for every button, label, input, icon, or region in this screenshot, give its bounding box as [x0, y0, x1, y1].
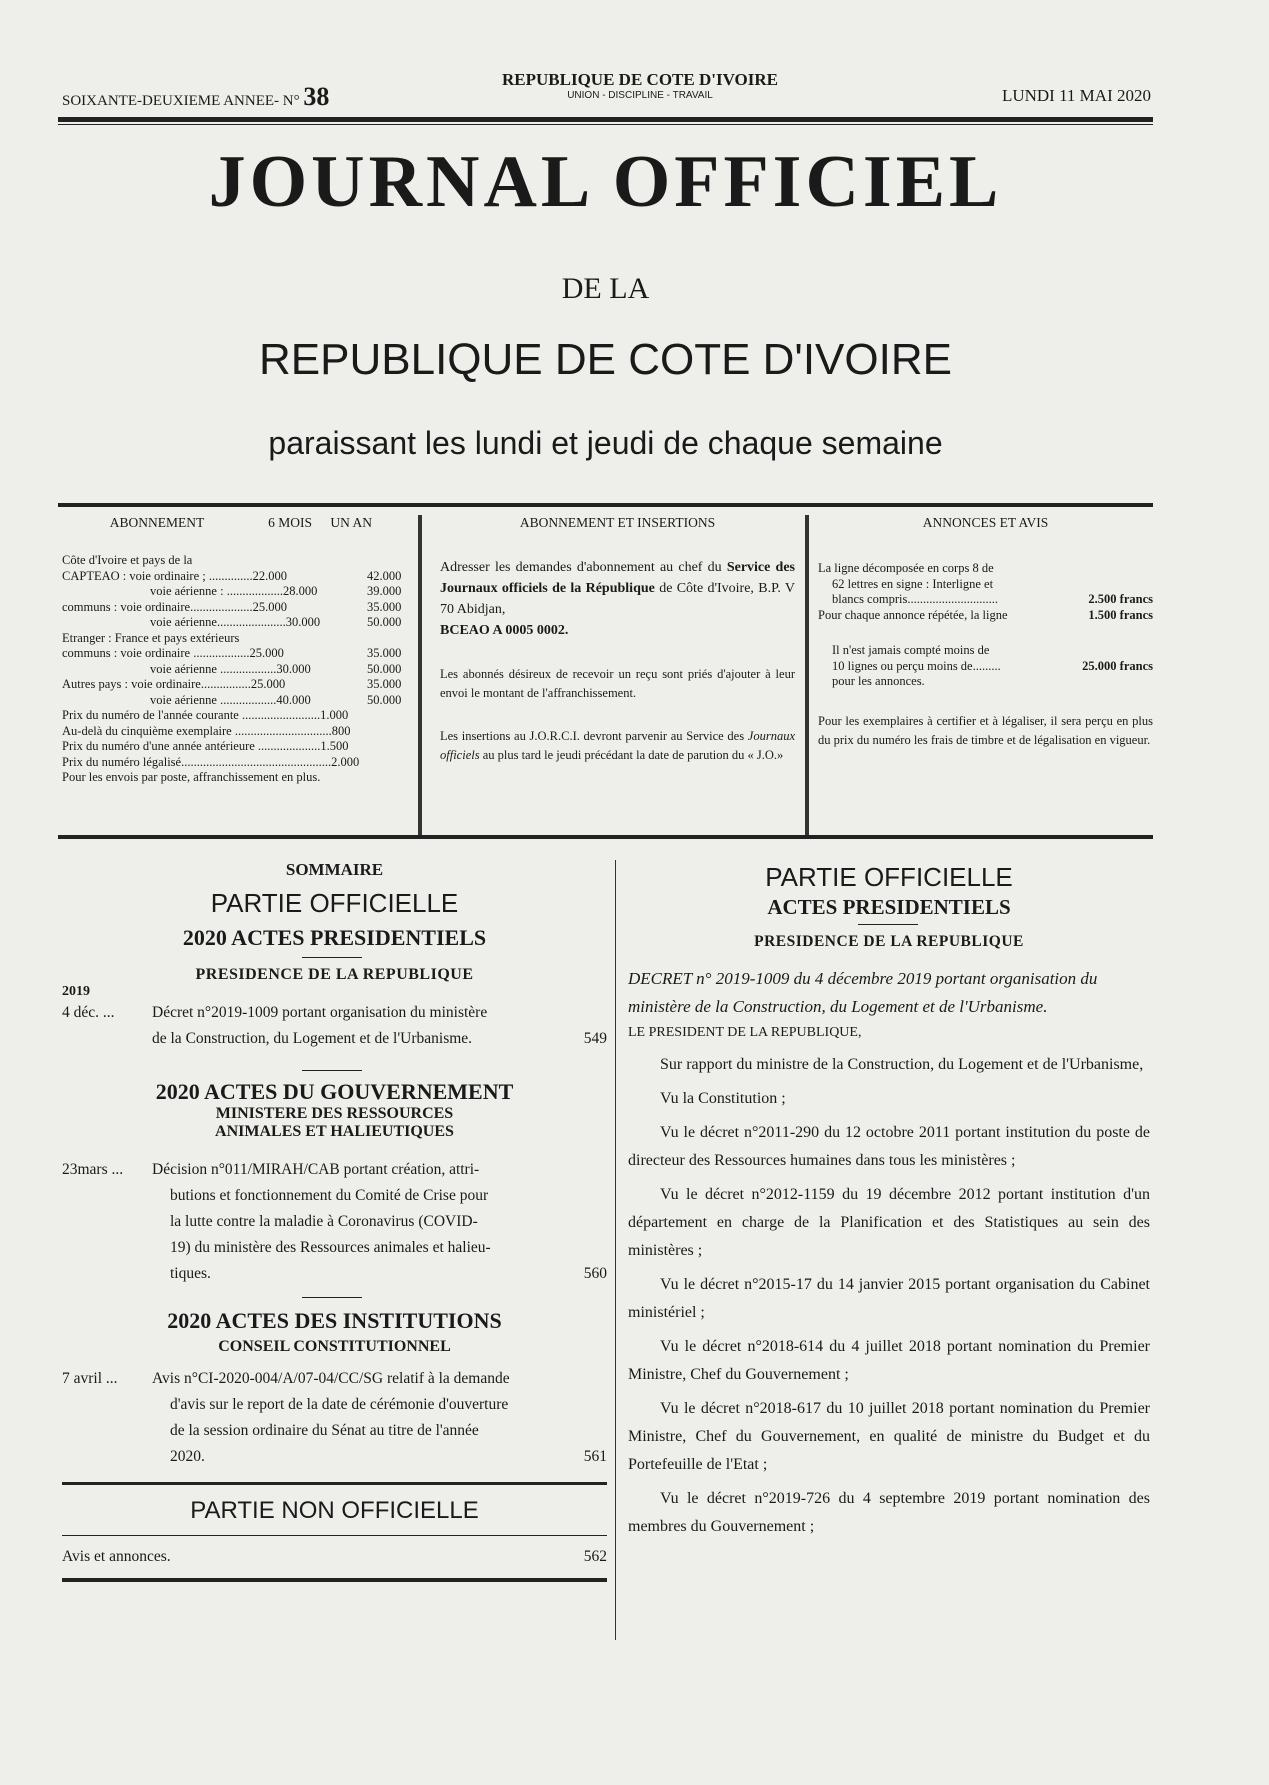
summary-s1: 2020 ACTES PRESIDENTIELS [182, 925, 487, 950]
de-la: DE LA [561, 272, 650, 305]
summary-head: SOMMAIRE [285, 860, 384, 879]
summary-s3: 2020 ACTES DES INSTITUTIONS [167, 1308, 502, 1333]
subscription-row-year: 39.000 [367, 584, 402, 598]
subscription-row-year: 42.000 [367, 568, 402, 583]
box-divider-1 [418, 515, 422, 835]
toc-entry-2-line: tiques. [170, 1265, 211, 1282]
part2-mid-rule [62, 1535, 607, 1536]
summary-column [62, 860, 607, 1582]
toc-entry-2-line: 19) du ministère des Ressources animales et halieu- [170, 1239, 491, 1256]
subscription-row [62, 615, 412, 631]
subscription-price-line: Au-delà du cinquième exemplaire ...............................800 [62, 723, 351, 738]
country-title: REPUBLIQUE DE COTE D'IVOIRE [259, 335, 952, 384]
toc-entry-1-line-2: de la Construction, du Logement et de l'Urbanisme. [152, 1030, 473, 1047]
ads-line-2: 62 lettres en signe : Interligne et [832, 576, 994, 591]
inserts-box [440, 515, 795, 765]
summary-bottom-rule [62, 1578, 607, 1582]
ads-line-3: blancs compris............................. [832, 592, 998, 606]
toc-entry-3-text [152, 1366, 575, 1470]
subscription-price-line: Pour les envois par poste, affranchissement en plus. [62, 770, 321, 784]
decree-presidence: PRESIDENCE DE LA REPUBLIQUE [754, 933, 1024, 950]
toc-entry-3-line: d'avis sur le report de la date de cérémonie d'ouverture [170, 1396, 509, 1413]
inserts-paragraph-2: Les abonnés désireux de recevoir un reçu sont priés d'ajouter à leur envoi le montant de l'affranchissement. [440, 667, 795, 700]
ads-row-4 [818, 608, 1153, 624]
toc-entry-1 [62, 1000, 607, 1052]
inserts-p1-mid: de Côte d'Ivoire, B.P. V 70 Abidjan, [440, 581, 795, 617]
box-bottom-rule [58, 835, 1153, 839]
toc-entry-1-text [152, 1000, 575, 1052]
subscription-box [62, 515, 412, 786]
decree-paragraph: Vu la Constitution ; [660, 1090, 786, 1107]
column-divider [615, 860, 616, 1640]
toc-entry-3-date: 7 avril ... [62, 1370, 118, 1387]
decree-paragraph: Vu le décret n°2018-614 du 4 juillet 2018 portant nomination du Premier Ministre, Chef du Gouvernement ; [628, 1338, 1150, 1383]
toc-entry-4-text: Avis et annonces. [62, 1548, 171, 1565]
subscription-intro: Côte d'Ivoire et pays de la [62, 553, 193, 567]
summary-part: PARTIE OFFICIELLE [210, 888, 459, 918]
toc-entry-2-page: 560 [583, 1265, 607, 1282]
ads-line-6: 10 lignes ou perçu moins de......... [832, 658, 1001, 673]
issue-date: LUNDI 11 MAI 2020 [1001, 86, 1151, 105]
inserts-p3-italic: Journaux officiels [440, 729, 795, 762]
summary-s3-sub: CONSEIL CONSTITUTIONNEL [218, 1338, 451, 1355]
subscription-row-label: CAPTEAO : voie ordinaire ; ..............22.000 [62, 568, 287, 583]
toc-entry-1-line-1: Décret n°2019-1009 portant organisation du ministère [152, 1004, 488, 1021]
toc-entry-1-date: 4 déc. ... [62, 1004, 115, 1021]
subscription-row-year [367, 631, 412, 647]
decree-part: PARTIE OFFICIELLE [765, 862, 1013, 892]
subscription-row-label: voie aérienne : ..................28.000 [150, 584, 318, 598]
volume-line [62, 82, 329, 112]
ads-line-8: Pour les exemplaires à certifier et à légaliser, il sera perçu en plus du prix du numéro les frais de timbre et de légalisation en vigueur. [818, 713, 1153, 747]
decree-paragraph: Vu le décret n°2012-1159 du 19 décembre 2012 portant institution d'un département en charge de la Planification et des Statistiques au sein des ministères ; [628, 1186, 1150, 1259]
toc-entry-4-page: 562 [583, 1548, 607, 1565]
ads-line-7: pour les annonces. [832, 674, 925, 688]
header-rule [58, 117, 1153, 122]
ads-price-6: 25.000 francs [1082, 658, 1153, 673]
toc-entry-4 [62, 1544, 607, 1570]
subscription-row-label: voie aérienne ..................40.000 [150, 692, 311, 707]
subscription-row-year: 35.000 [367, 646, 402, 660]
part2-top-rule [62, 1482, 607, 1485]
summary-s2-sub1: MINISTERE DES RESSOURCES [215, 1105, 454, 1122]
ads-line-5: Il n'est jamais compté moins de [832, 643, 990, 657]
s2-divider [302, 1070, 362, 1071]
toc-entry-3-page: 561 [583, 1448, 607, 1465]
subscription-row [62, 662, 412, 678]
header-rule-thin [58, 124, 1153, 125]
ads-line-4: Pour chaque annonce répétée, la ligne [818, 607, 1008, 622]
s1-divider [302, 957, 362, 958]
inserts-head: ABONNEMENT ET INSERTIONS [519, 515, 716, 530]
toc-entry-2-text [152, 1157, 575, 1287]
subscription-row-year: 50.000 [367, 661, 402, 676]
subscription-row [62, 631, 412, 647]
inserts-p1-bold: Service des Journaux officiels de la République [440, 560, 795, 596]
col-6-months: 6 MOIS [268, 515, 312, 530]
ads-box [818, 515, 1153, 750]
volume-label: SOIXANTE-DEUXIEME ANNEE- N° [62, 93, 300, 109]
decree-paragraph: Vu le décret n°2019-726 du 4 septembre 2019 portant nomination des membres du Gouvernement ; [628, 1490, 1150, 1535]
decree-paragraph: Vu le décret n°2018-617 du 10 juillet 2018 portant nomination du Premier Ministre, Chef du Gouvernement, en qualité de ministre du Budget et du Portefeuille de l'Etat ; [628, 1400, 1150, 1473]
summary-part2: PARTIE NON OFFICIELLE [190, 1497, 479, 1524]
subscription-row-label: communs : voie ordinaire ..................25.000 [62, 646, 284, 660]
subscription-row [62, 693, 412, 709]
decree-paragraph: Vu le décret n°2015-17 du 14 janvier 2015 portant organisation du Cabinet ministériel ; [628, 1276, 1150, 1321]
decree-column [628, 862, 1150, 1547]
subscription-row [62, 600, 412, 616]
decree-paragraph: Vu le décret n°2011-290 du 12 octobre 2011 portant institution du poste de directeur des Ressources humaines dans tous les ministères ; [628, 1124, 1150, 1169]
ads-price-4: 1.500 francs [1088, 607, 1153, 622]
toc-entry-3-line: Avis n°CI-2020-004/A/07-04/CC/SG relatif à la demande [152, 1370, 510, 1387]
decree-acts: ACTES PRESIDENTIELS [767, 895, 1011, 919]
inserts-p1-bold2: BCEAO A 0005 0002. [440, 623, 569, 638]
toc-entry-3-line: de la session ordinaire du Sénat au titre de l'année [170, 1422, 479, 1439]
ads-row-6 [818, 659, 1153, 675]
subscription-price-line: Prix du numéro d'une année antérieure ....................1.500 [62, 739, 349, 753]
subscription-row-label: Autres pays : voie ordinaire................25.000 [62, 677, 286, 691]
subscription-row-year: 35.000 [367, 677, 402, 691]
toc-entry-3 [62, 1366, 607, 1470]
ads-rates [818, 561, 1153, 750]
subscription-row-label: Etranger : France et pays extérieurs [62, 630, 240, 645]
journal-title: JOURNAL OFFICIEL [208, 141, 1003, 223]
subscription-row-label: voie aérienne ..................30.000 [150, 661, 311, 676]
toc-entry-2-line: la lutte contre la maladie à Coronavirus (COVID- [170, 1213, 478, 1230]
toc-entry-2-line: butions et fonctionnement du Comité de Crise pour [170, 1187, 489, 1204]
inserts-p3-b: au plus tard le jeudi précédant la date de parution du « J.O.» [482, 748, 784, 762]
subscription-row [62, 646, 412, 662]
box-divider-2 [805, 515, 809, 835]
decree-divider [858, 924, 918, 925]
republic-motto: UNION - DISCIPLINE - TRAVAIL [567, 90, 713, 101]
subscription-row [62, 584, 412, 600]
inserts-p3-a: Les insertions au J.O.R.C.I. devront parvenir au Service des [440, 729, 745, 743]
ads-price-3: 2.500 francs [1088, 592, 1153, 606]
subscription-row-label: communs : voie ordinaire....................25.000 [62, 599, 287, 614]
s3-divider [302, 1297, 362, 1298]
subscription-row [62, 569, 412, 585]
ads-head: ANNONCES ET AVIS [922, 515, 1049, 530]
inserts-paragraph-1 [440, 557, 795, 641]
toc-entry-3-line: 2020. [170, 1448, 205, 1465]
decree-paragraphs [628, 1051, 1150, 1541]
decree-title: DECRET n° 2019-1009 du 4 décembre 2019 portant organisation du ministère de la Construction, du Logement et de l'Urbanisme. [628, 969, 1098, 1016]
toc-entry-2-line: Décision n°011/MIRAH/CAB portant création, attri- [152, 1161, 480, 1178]
box-top-rule [58, 503, 1153, 507]
subscription-row-year: 35.000 [367, 599, 402, 614]
subscription-header [62, 515, 412, 531]
ads-row-3 [818, 592, 1153, 608]
inserts-p1-start: Adresser les demandes d'abonnement au chef du [440, 560, 722, 575]
summary-s2-sub2: ANIMALES ET HALIEUTIQUES [215, 1123, 454, 1140]
summary-year: 2019 [62, 984, 90, 999]
republic-header [430, 70, 850, 101]
subscription-head: ABONNEMENT [109, 515, 205, 530]
subscription-row-label: voie aérienne......................30.000 [150, 615, 321, 629]
inserts-paragraph-3 [440, 727, 795, 765]
subscription-row [62, 677, 412, 693]
summary-s1-sub: PRESIDENCE DE LA REPUBLIQUE [195, 966, 474, 983]
summary-s2: 2020 ACTES DU GOUVERNEMENT [155, 1079, 514, 1104]
issue-number: 38 [303, 82, 330, 111]
subscription-price-line: Prix du numéro légalisé................................................2.000 [62, 754, 360, 769]
frequency-subtitle: paraissant les lundi et jeudi de chaque semaine [268, 425, 943, 461]
subscription-row-year: 50.000 [367, 615, 402, 629]
subscription-rows [62, 569, 412, 709]
toc-entry-2-date: 23mars ... [62, 1161, 124, 1178]
decree-president: LE PRESIDENT DE LA REPUBLIQUE, [628, 1025, 862, 1040]
toc-entry-1-page: 549 [583, 1030, 607, 1047]
toc-entry-2 [62, 1157, 607, 1287]
ads-line-1: La ligne décomposée en corps 8 de [818, 561, 994, 575]
decree-paragraph: Sur rapport du ministre de la Construction, du Logement et de l'Urbanisme, [660, 1056, 1144, 1073]
subscription-row-year: 50.000 [367, 692, 402, 707]
republic-name: REPUBLIQUE DE COTE D'IVOIRE [502, 70, 778, 89]
subscription-price-line: Prix du numéro de l'année courante .........................1.000 [62, 708, 349, 722]
subscription-prices [62, 708, 412, 786]
col-one-year: UN AN [330, 515, 372, 530]
